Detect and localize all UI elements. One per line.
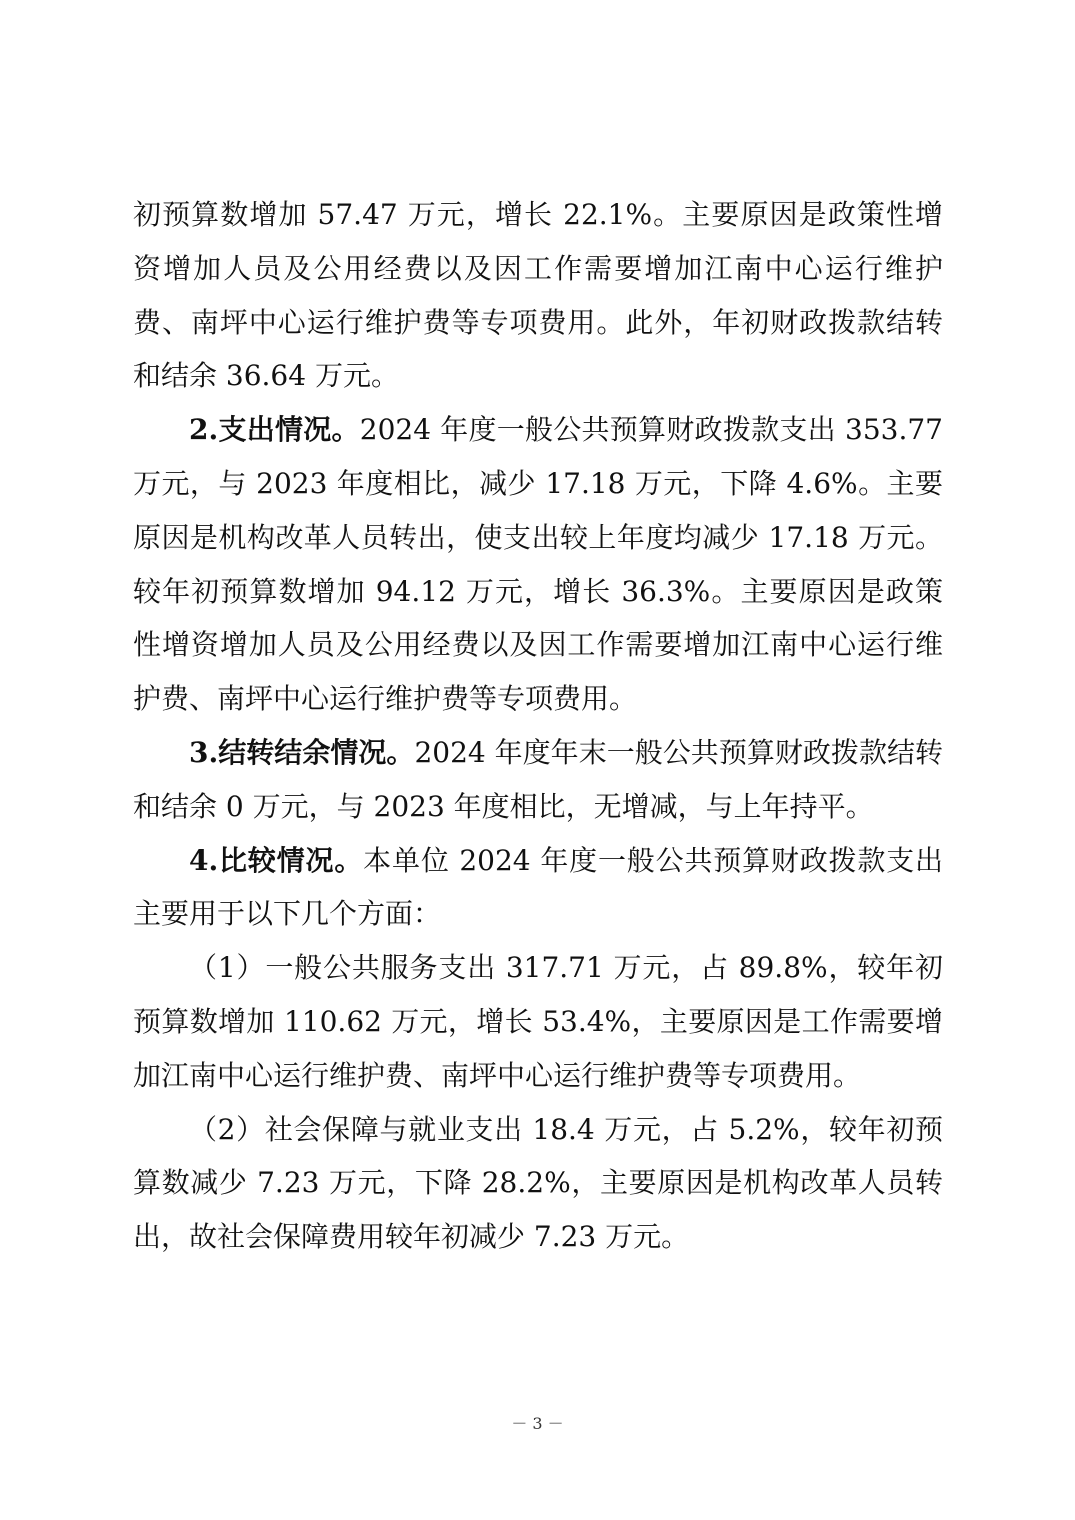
- paragraph-text: 2024 年度年末一般公共预算财政拨款结转和结余 0 万元，与 2023 年度相比，无增减，与上年持平。: [133, 735, 943, 823]
- page-number: － 3 －: [511, 1414, 564, 1433]
- paragraph-text: （1）一般公共服务支出 317.71 万元，占 89.8%，较年初预算数增加 110.62 万元，增长 53.4%，主要原因是工作需要增加江南中心运行维护费、南坪中心运行维护费等专项费用。: [133, 951, 943, 1092]
- paragraph-text: 2024 年度一般公共预算财政拨款支出 353.77 万元，与 2023 年度相比，减少 17.18 万元，下降 4.6%。主要原因是机构改革人员转出，使支出较上年度均减少 17.18 万元。较年初预算数增加 94.12 万元，增长 36.3%。主要原因是政策性增资增加人员及公用经费以及因工作需要增加江南中心运行维护费、南坪中心运行维护费等专项费用。: [133, 413, 943, 716]
- paragraph-item-2: [133, 1103, 943, 1264]
- paragraph-text: 本单位 2024 年度一般公共预算财政拨款支出主要用于以下几个方面：: [133, 843, 944, 931]
- paragraph-heading: 2.支出情况。: [189, 413, 360, 447]
- paragraph-comparison: [133, 834, 943, 942]
- paragraph-expenditure: [133, 403, 943, 726]
- paragraph-text: （2）社会保障与就业支出 18.4 万元，占 5.2%，较年初预算数减少 7.23 万元，下降 28.2%，主要原因是机构改革人员转出，故社会保障费用较年初减少 7.23 万元。: [133, 1112, 943, 1254]
- paragraph-carryover: [133, 726, 943, 834]
- paragraph-text: 初预算数增加 57.47 万元，增长 22.1%。主要原因是政策性增资增加人员及公用经费以及因工作需要增加江南中心运行维护费、南坪中心运行维护费等专项费用。此外，年初财政拨款结转和结余 36.64 万元。: [133, 198, 943, 393]
- document-body: [133, 188, 943, 1264]
- paragraph-heading: 3.结转结余情况。: [189, 735, 415, 769]
- paragraph-item-1: [133, 941, 943, 1102]
- paragraph-heading: 4.比较情况。: [189, 843, 364, 877]
- paragraph-continuation: [133, 188, 943, 403]
